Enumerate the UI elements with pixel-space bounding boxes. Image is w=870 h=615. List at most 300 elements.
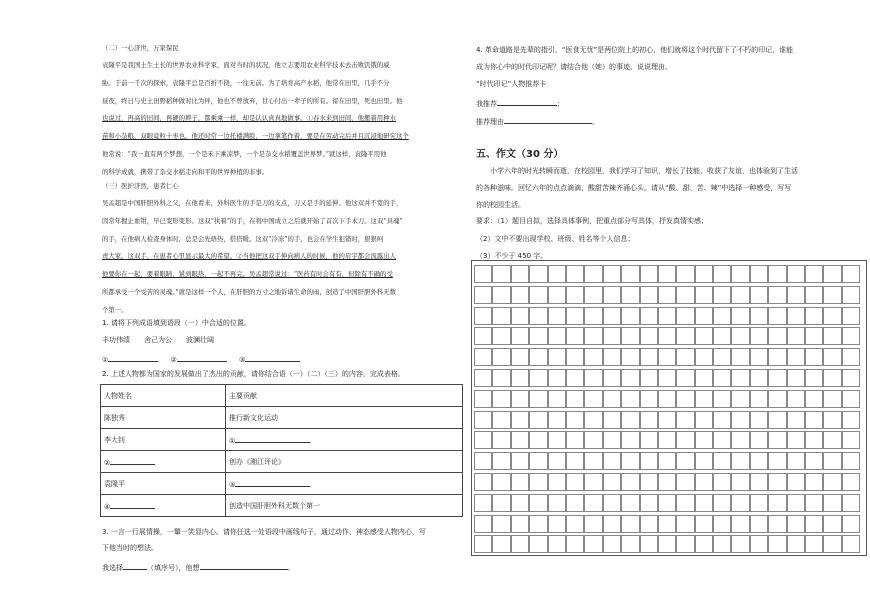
grid-cell[interactable]	[768, 348, 786, 366]
grid-cell[interactable]	[823, 327, 841, 345]
grid-cell[interactable]	[492, 494, 510, 512]
grid-cell[interactable]	[768, 452, 786, 470]
grid-cell[interactable]	[603, 473, 621, 491]
grid-cell[interactable]	[640, 431, 658, 449]
grid-cell[interactable]	[713, 473, 731, 491]
grid-cell[interactable]	[787, 473, 805, 491]
grid-cell[interactable]	[713, 390, 731, 408]
grid-cell[interactable]	[750, 515, 768, 533]
grid-cell[interactable]	[566, 348, 584, 366]
grid-cell[interactable]	[640, 515, 658, 533]
grid-cell[interactable]	[566, 411, 584, 429]
grid-cell[interactable]	[548, 265, 566, 283]
grid-cell[interactable]	[640, 452, 658, 470]
grid-cell[interactable]	[842, 265, 860, 283]
grid-cell[interactable]	[640, 327, 658, 345]
grid-cell[interactable]	[511, 431, 529, 449]
grid-cell[interactable]	[511, 348, 529, 366]
grid-cell[interactable]	[511, 369, 529, 387]
grid-cell[interactable]	[731, 390, 749, 408]
grid-cell[interactable]	[787, 431, 805, 449]
grid-cell[interactable]	[787, 286, 805, 304]
grid-cell[interactable]	[640, 369, 658, 387]
grid-cell[interactable]	[676, 431, 694, 449]
grid-cell[interactable]	[750, 307, 768, 325]
grid-cell[interactable]	[548, 494, 566, 512]
grid-cell[interactable]	[787, 348, 805, 366]
grid-cell[interactable]	[584, 369, 602, 387]
grid-cell[interactable]	[658, 411, 676, 429]
grid-cell[interactable]	[676, 348, 694, 366]
grid-cell[interactable]	[566, 327, 584, 345]
grid-cell[interactable]	[805, 494, 823, 512]
grid-cell[interactable]	[584, 535, 602, 553]
grid-cell[interactable]	[492, 452, 510, 470]
grid-cell[interactable]	[658, 307, 676, 325]
grid-cell[interactable]	[713, 431, 731, 449]
grid-cell[interactable]	[621, 286, 639, 304]
grid-cell[interactable]	[658, 473, 676, 491]
grid-cell[interactable]	[566, 515, 584, 533]
grid-cell[interactable]	[823, 348, 841, 366]
grid-cell[interactable]	[529, 327, 547, 345]
grid-cell[interactable]	[787, 411, 805, 429]
grid-cell[interactable]	[731, 431, 749, 449]
grid-cell[interactable]	[621, 411, 639, 429]
grid-cell[interactable]	[787, 494, 805, 512]
grid-cell[interactable]	[621, 494, 639, 512]
grid-cell[interactable]	[823, 265, 841, 283]
grid-cell[interactable]	[823, 431, 841, 449]
grid-cell[interactable]	[584, 494, 602, 512]
grid-cell[interactable]	[492, 265, 510, 283]
grid-cell[interactable]	[640, 411, 658, 429]
grid-cell[interactable]	[695, 494, 713, 512]
grid-cell[interactable]	[529, 369, 547, 387]
grid-cell[interactable]	[713, 515, 731, 533]
grid-cell[interactable]	[603, 327, 621, 345]
grid-cell[interactable]	[529, 431, 547, 449]
grid-cell[interactable]	[823, 411, 841, 429]
grid-cell[interactable]	[750, 535, 768, 553]
grid-cell[interactable]	[584, 473, 602, 491]
grid-cell[interactable]	[658, 369, 676, 387]
grid-cell[interactable]	[695, 452, 713, 470]
grid-cell[interactable]	[805, 473, 823, 491]
grid-cell[interactable]	[548, 286, 566, 304]
grid-cell[interactable]	[529, 473, 547, 491]
grid-cell[interactable]	[511, 452, 529, 470]
grid-cell[interactable]	[584, 390, 602, 408]
grid-cell[interactable]	[474, 348, 492, 366]
grid-cell[interactable]	[676, 411, 694, 429]
grid-cell[interactable]	[713, 411, 731, 429]
grid-cell[interactable]	[566, 369, 584, 387]
grid-cell[interactable]	[548, 307, 566, 325]
grid-cell[interactable]	[676, 535, 694, 553]
grid-cell[interactable]	[823, 494, 841, 512]
grid-cell[interactable]	[731, 369, 749, 387]
grid-cell[interactable]	[805, 390, 823, 408]
grid-cell[interactable]	[787, 452, 805, 470]
grid-cell[interactable]	[750, 452, 768, 470]
grid-cell[interactable]	[658, 327, 676, 345]
grid-cell[interactable]	[842, 348, 860, 366]
grid-cell[interactable]	[474, 265, 492, 283]
grid-cell[interactable]	[695, 307, 713, 325]
grid-cell[interactable]	[603, 535, 621, 553]
table-cell-blank[interactable]: ④	[101, 495, 226, 517]
grid-cell[interactable]	[474, 431, 492, 449]
grid-cell[interactable]	[676, 515, 694, 533]
grid-cell[interactable]	[548, 411, 566, 429]
grid-cell[interactable]	[823, 286, 841, 304]
grid-cell[interactable]	[566, 452, 584, 470]
answer-thought-blank[interactable]	[200, 561, 288, 570]
grid-cell[interactable]	[548, 369, 566, 387]
grid-cell[interactable]	[566, 390, 584, 408]
grid-cell[interactable]	[584, 307, 602, 325]
grid-cell[interactable]	[787, 390, 805, 408]
grid-cell[interactable]	[548, 431, 566, 449]
grid-cell[interactable]	[621, 515, 639, 533]
grid-cell[interactable]	[492, 515, 510, 533]
grid-cell[interactable]	[640, 265, 658, 283]
grid-cell[interactable]	[566, 265, 584, 283]
grid-cell[interactable]	[750, 369, 768, 387]
blank-1[interactable]	[108, 353, 158, 362]
grid-cell[interactable]	[731, 265, 749, 283]
grid-cell[interactable]	[713, 307, 731, 325]
grid-cell[interactable]	[676, 327, 694, 345]
grid-cell[interactable]	[603, 411, 621, 429]
grid-cell[interactable]	[621, 327, 639, 345]
grid-cell[interactable]	[621, 348, 639, 366]
grid-cell[interactable]	[474, 286, 492, 304]
grid-cell[interactable]	[768, 327, 786, 345]
grid-cell[interactable]	[640, 307, 658, 325]
grid-cell[interactable]	[474, 411, 492, 429]
grid-cell[interactable]	[584, 265, 602, 283]
grid-cell[interactable]	[842, 473, 860, 491]
grid-cell[interactable]	[511, 327, 529, 345]
grid-cell[interactable]	[676, 307, 694, 325]
grid-cell[interactable]	[640, 286, 658, 304]
grid-cell[interactable]	[511, 411, 529, 429]
grid-cell[interactable]	[676, 390, 694, 408]
grid-cell[interactable]	[842, 307, 860, 325]
grid-cell[interactable]	[768, 390, 786, 408]
grid-cell[interactable]	[676, 369, 694, 387]
grid-cell[interactable]	[713, 369, 731, 387]
grid-cell[interactable]	[695, 327, 713, 345]
grid-cell[interactable]	[658, 390, 676, 408]
grid-cell[interactable]	[731, 473, 749, 491]
grid-cell[interactable]	[529, 411, 547, 429]
grid-cell[interactable]	[842, 390, 860, 408]
grid-cell[interactable]	[511, 265, 529, 283]
writing-grid[interactable]	[471, 260, 867, 556]
grid-cell[interactable]	[511, 307, 529, 325]
grid-cell[interactable]	[566, 286, 584, 304]
grid-cell[interactable]	[750, 286, 768, 304]
grid-cell[interactable]	[805, 431, 823, 449]
grid-cell[interactable]	[695, 515, 713, 533]
grid-cell[interactable]	[695, 431, 713, 449]
grid-cell[interactable]	[676, 494, 694, 512]
grid-cell[interactable]	[584, 286, 602, 304]
grid-cell[interactable]	[492, 286, 510, 304]
grid-cell[interactable]	[603, 515, 621, 533]
grid-cell[interactable]	[529, 494, 547, 512]
grid-cell[interactable]	[529, 307, 547, 325]
grid-cell[interactable]	[768, 515, 786, 533]
grid-cell[interactable]	[511, 535, 529, 553]
grid-cell[interactable]	[768, 369, 786, 387]
grid-cell[interactable]	[805, 411, 823, 429]
grid-cell[interactable]	[529, 452, 547, 470]
grid-cell[interactable]	[676, 473, 694, 491]
grid-cell[interactable]	[511, 473, 529, 491]
grid-cell[interactable]	[713, 452, 731, 470]
grid-cell[interactable]	[492, 535, 510, 553]
grid-cell[interactable]	[548, 452, 566, 470]
grid-cell[interactable]	[750, 327, 768, 345]
grid-cell[interactable]	[787, 265, 805, 283]
grid-cell[interactable]	[787, 369, 805, 387]
grid-cell[interactable]	[805, 327, 823, 345]
grid-cell[interactable]	[603, 494, 621, 512]
blank-3[interactable]	[245, 353, 300, 362]
grid-cell[interactable]	[768, 307, 786, 325]
table-cell-blank[interactable]: ①	[226, 429, 463, 451]
grid-cell[interactable]	[805, 348, 823, 366]
grid-cell[interactable]	[603, 307, 621, 325]
grid-cell[interactable]	[695, 411, 713, 429]
grid-cell[interactable]	[566, 473, 584, 491]
grid-cell[interactable]	[566, 535, 584, 553]
grid-cell[interactable]	[713, 494, 731, 512]
grid-cell[interactable]	[805, 265, 823, 283]
grid-cell[interactable]	[603, 431, 621, 449]
grid-cell[interactable]	[750, 411, 768, 429]
grid-cell[interactable]	[474, 369, 492, 387]
grid-cell[interactable]	[731, 411, 749, 429]
answer-number-blank[interactable]	[123, 561, 147, 570]
grid-cell[interactable]	[787, 515, 805, 533]
grid-cell[interactable]	[823, 535, 841, 553]
grid-cell[interactable]	[548, 535, 566, 553]
grid-cell[interactable]	[658, 515, 676, 533]
grid-cell[interactable]	[658, 431, 676, 449]
grid-cell[interactable]	[731, 494, 749, 512]
grid-cell[interactable]	[768, 431, 786, 449]
grid-cell[interactable]	[713, 348, 731, 366]
grid-cell[interactable]	[805, 452, 823, 470]
grid-cell[interactable]	[676, 265, 694, 283]
grid-cell[interactable]	[474, 535, 492, 553]
grid-cell[interactable]	[768, 473, 786, 491]
grid-cell[interactable]	[492, 411, 510, 429]
grid-cell[interactable]	[474, 307, 492, 325]
grid-cell[interactable]	[787, 535, 805, 553]
grid-cell[interactable]	[511, 494, 529, 512]
grid-cell[interactable]	[621, 431, 639, 449]
grid-cell[interactable]	[731, 535, 749, 553]
grid-cell[interactable]	[658, 452, 676, 470]
grid-cell[interactable]	[842, 515, 860, 533]
grid-cell[interactable]	[584, 411, 602, 429]
grid-cell[interactable]	[823, 369, 841, 387]
grid-cell[interactable]	[474, 494, 492, 512]
grid-cell[interactable]	[842, 327, 860, 345]
grid-cell[interactable]	[731, 307, 749, 325]
grid-cell[interactable]	[584, 452, 602, 470]
grid-cell[interactable]	[640, 390, 658, 408]
grid-cell[interactable]	[492, 431, 510, 449]
grid-cell[interactable]	[640, 494, 658, 512]
grid-cell[interactable]	[658, 494, 676, 512]
grid-cell[interactable]	[603, 452, 621, 470]
table-cell-blank[interactable]: ③	[226, 473, 463, 495]
grid-cell[interactable]	[787, 307, 805, 325]
grid-cell[interactable]	[713, 535, 731, 553]
grid-cell[interactable]	[529, 390, 547, 408]
grid-cell[interactable]	[621, 473, 639, 491]
grid-cell[interactable]	[750, 473, 768, 491]
grid-cell[interactable]	[548, 348, 566, 366]
grid-cell[interactable]	[621, 369, 639, 387]
grid-cell[interactable]	[511, 390, 529, 408]
grid-cell[interactable]	[842, 431, 860, 449]
grid-cell[interactable]	[842, 494, 860, 512]
grid-cell[interactable]	[492, 390, 510, 408]
grid-cell[interactable]	[584, 515, 602, 533]
grid-cell[interactable]	[529, 515, 547, 533]
grid-cell[interactable]	[805, 307, 823, 325]
grid-cell[interactable]	[842, 411, 860, 429]
table-cell-blank[interactable]: ②	[101, 451, 226, 473]
grid-cell[interactable]	[676, 286, 694, 304]
grid-cell[interactable]	[750, 265, 768, 283]
grid-cell[interactable]	[731, 452, 749, 470]
grid-cell[interactable]	[842, 535, 860, 553]
grid-cell[interactable]	[695, 369, 713, 387]
grid-cell[interactable]	[492, 307, 510, 325]
grid-cell[interactable]	[695, 390, 713, 408]
grid-cell[interactable]	[823, 452, 841, 470]
grid-cell[interactable]	[548, 473, 566, 491]
grid-cell[interactable]	[511, 515, 529, 533]
grid-cell[interactable]	[658, 286, 676, 304]
card-reason-blank[interactable]	[504, 115, 592, 124]
grid-cell[interactable]	[768, 411, 786, 429]
grid-cell[interactable]	[713, 286, 731, 304]
grid-cell[interactable]	[731, 327, 749, 345]
grid-cell[interactable]	[768, 535, 786, 553]
grid-cell[interactable]	[713, 327, 731, 345]
grid-cell[interactable]	[566, 494, 584, 512]
grid-cell[interactable]	[805, 515, 823, 533]
grid-cell[interactable]	[695, 535, 713, 553]
grid-cell[interactable]	[640, 535, 658, 553]
grid-cell[interactable]	[474, 327, 492, 345]
grid-cell[interactable]	[640, 473, 658, 491]
grid-cell[interactable]	[805, 369, 823, 387]
grid-cell[interactable]	[603, 390, 621, 408]
grid-cell[interactable]	[511, 286, 529, 304]
grid-cell[interactable]	[640, 348, 658, 366]
grid-cell[interactable]	[823, 515, 841, 533]
grid-cell[interactable]	[768, 265, 786, 283]
grid-cell[interactable]	[548, 515, 566, 533]
grid-cell[interactable]	[658, 348, 676, 366]
grid-cell[interactable]	[529, 286, 547, 304]
grid-cell[interactable]	[750, 390, 768, 408]
grid-cell[interactable]	[823, 307, 841, 325]
grid-cell[interactable]	[529, 535, 547, 553]
grid-cell[interactable]	[731, 515, 749, 533]
grid-cell[interactable]	[768, 286, 786, 304]
grid-cell[interactable]	[731, 348, 749, 366]
grid-cell[interactable]	[750, 431, 768, 449]
grid-cell[interactable]	[621, 265, 639, 283]
grid-cell[interactable]	[787, 327, 805, 345]
grid-cell[interactable]	[750, 348, 768, 366]
grid-cell[interactable]	[842, 286, 860, 304]
grid-cell[interactable]	[474, 515, 492, 533]
grid-cell[interactable]	[676, 452, 694, 470]
grid-cell[interactable]	[750, 494, 768, 512]
grid-cell[interactable]	[548, 327, 566, 345]
grid-cell[interactable]	[603, 348, 621, 366]
grid-cell[interactable]	[842, 452, 860, 470]
grid-cell[interactable]	[566, 431, 584, 449]
grid-cell[interactable]	[584, 431, 602, 449]
grid-cell[interactable]	[492, 369, 510, 387]
grid-cell[interactable]	[566, 307, 584, 325]
card-name-blank[interactable]	[497, 97, 557, 106]
grid-cell[interactable]	[768, 494, 786, 512]
grid-cell[interactable]	[529, 348, 547, 366]
grid-cell[interactable]	[713, 265, 731, 283]
grid-cell[interactable]	[658, 265, 676, 283]
grid-cell[interactable]	[731, 286, 749, 304]
grid-cell[interactable]	[805, 286, 823, 304]
grid-cell[interactable]	[603, 369, 621, 387]
grid-cell[interactable]	[474, 452, 492, 470]
grid-cell[interactable]	[823, 390, 841, 408]
grid-cell[interactable]	[621, 390, 639, 408]
grid-cell[interactable]	[548, 390, 566, 408]
grid-cell[interactable]	[621, 452, 639, 470]
grid-cell[interactable]	[658, 535, 676, 553]
grid-cell[interactable]	[492, 473, 510, 491]
grid-cell[interactable]	[584, 348, 602, 366]
grid-cell[interactable]	[529, 265, 547, 283]
grid-cell[interactable]	[603, 265, 621, 283]
grid-cell[interactable]	[584, 327, 602, 345]
grid-cell[interactable]	[695, 348, 713, 366]
grid-cell[interactable]	[695, 473, 713, 491]
grid-cell[interactable]	[603, 286, 621, 304]
grid-cell[interactable]	[805, 535, 823, 553]
grid-cell[interactable]	[695, 286, 713, 304]
grid-cell[interactable]	[474, 473, 492, 491]
grid-cell[interactable]	[492, 327, 510, 345]
grid-cell[interactable]	[474, 390, 492, 408]
grid-cell[interactable]	[695, 265, 713, 283]
